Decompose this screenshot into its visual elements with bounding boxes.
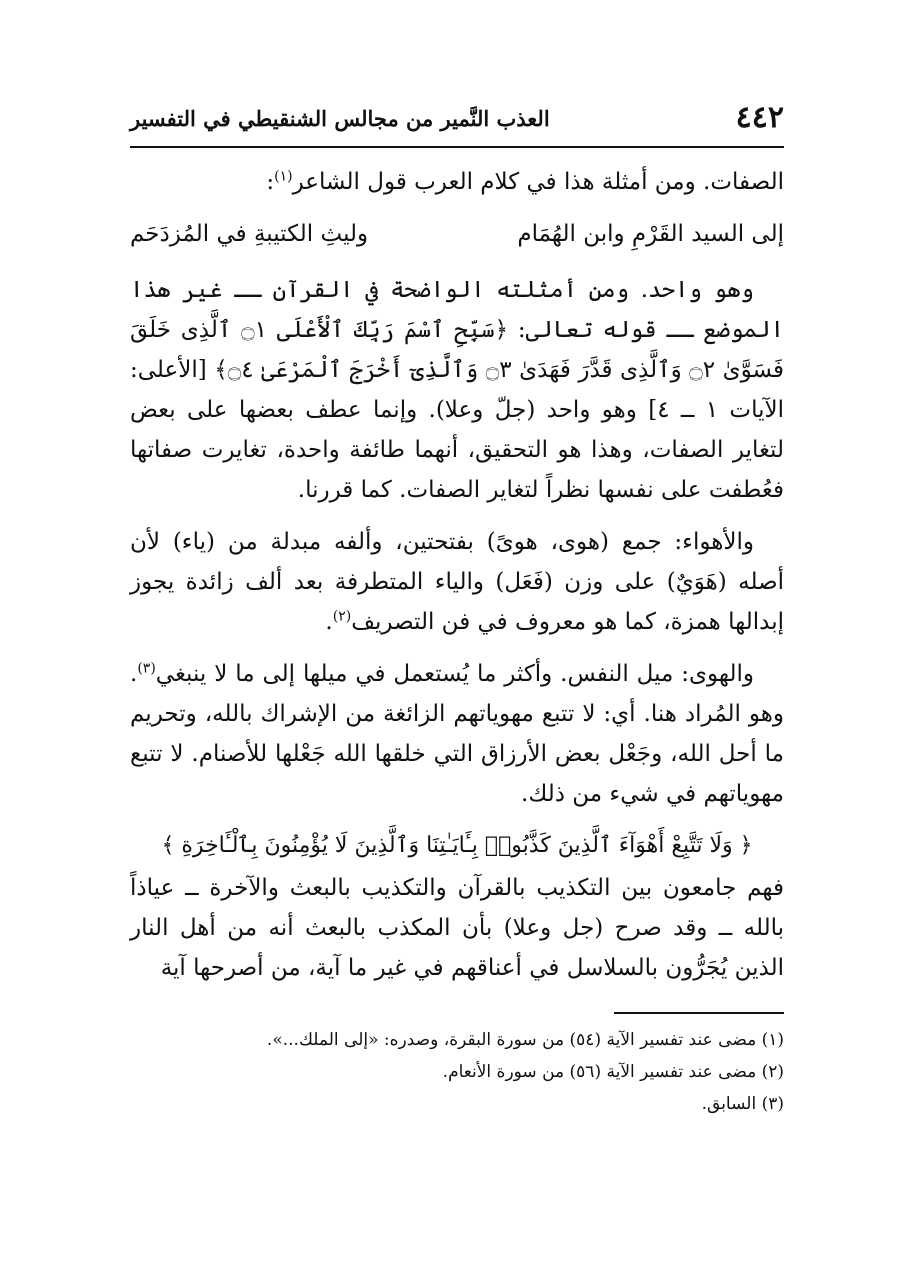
- running-header: [130, 96, 784, 148]
- footnote-divider: [614, 1012, 784, 1014]
- paragraph-4-text-b: . وهو المُراد هنا. أي: لا تتبع مهوياتهم الزائغة من الإشراك بالله، وتحريم ما أحل الله، وجَعْل بعض الأرزاق التي خلقها الله جَعْلها للأصنام. لا تتبع مهوياتهم في شيء من ذلك.: [130, 661, 784, 807]
- paragraph-2: وهو واحد. ومن أمثلته الواضحة في القرآن ــ غير هذا الموضع ــ قوله تعالى: ﴿سَبِّحِ ٱسْمَ رَبِّكَ ٱلْأَعْلَى ۝١ ٱلَّذِى خَلَقَ فَسَوَّىٰ ۝٢ وَٱلَّذِى قَدَّرَ فَهَدَىٰ ۝٣ وَٱلَّذِىٓ أَخْرَجَ ٱلْمَرْعَىٰ ۝٤﴾ [الأعلى: الآيات ١ ــ ٤] وهو واحد (جلّ وعلا). وإنما عطف بعضها على بعض لتغاير الصفات، وهذا هو التحقيق، أنهما طائفة واحدة، تغايرت صفاتها فعُطفت على نفسها نظراً لتغاير الصفات. كما قررنا.: [130, 277, 784, 503]
- footnotes: [130, 1024, 784, 1120]
- footnote-ref-2: (٢): [332, 608, 352, 625]
- quran-verse: ﴿ وَلَا تَتَّبِعْ أَهْوَآءَ ٱلَّذِينَ كَذَّبُوا۟ بِـَٔايَـٰتِنَا وَٱلَّذِينَ لَا يُؤْمِنُونَ بِٱلْـَٔاخِرَةِ ﴾: [161, 833, 753, 858]
- page-number: ٤٤٢: [735, 100, 784, 135]
- footnote-ref-1: (١): [274, 168, 293, 185]
- paragraph-4-text-a: والهوى: ميل النفس. وأكثر ما يُستعمل في ميلها إلى ما لا ينبغي: [155, 661, 754, 687]
- paragraph-1-end: :: [266, 169, 275, 195]
- paragraph-4: [130, 654, 784, 814]
- paragraph-5: فهم جامعون بين التكذيب بالقرآن والتكذيب بالبعث والآخرة ــ عياذاً بالله ــ وقد صرح (جل وعلا) بأن المكذب بالبعث أنه من أهل النار الذين يُجَرُّون بالسلاسل في أعناقهم في غير ما آية، من أصرحها آية: [130, 875, 784, 981]
- paragraph-3-text: والأهواء: جمع (هوى، هوىً) بفتحتين، وألفه مبدلة من (ياء) لأن أصله (هَوَيٌ) على وزن (فَعَل) والياء المتطرفة بعد ألف زائدة يجوز إبدالها همزة، كما هو معروف في فن التصريف: [130, 529, 784, 635]
- footnote-2: (٢) مضى عند تفسير الآية (٥٦) من سورة الأنعام.: [442, 1062, 784, 1082]
- page: [130, 96, 784, 1196]
- body-text: [130, 162, 784, 988]
- verse-second-hemistich: وليثِ الكتيبةِ في المُزدَحَم: [130, 221, 369, 247]
- footnote-3: (٣) السابق.: [701, 1094, 784, 1114]
- verse-first-hemistich: إلى السيد القَرْمِ وابن الهُمَام: [517, 221, 784, 247]
- footnote-ref-3: (٣): [137, 660, 156, 677]
- poetry-verse: [130, 214, 784, 254]
- paragraph-3-end: .: [325, 609, 333, 635]
- footnote-1: (١) مضى عند تفسير الآية (٥٤) من سورة البقرة، وصدره: «إلى الملك...».: [266, 1030, 784, 1050]
- paragraph-1-text: الصفات. ومن أمثلة هذا في كلام العرب قول الشاعر: [292, 169, 784, 195]
- paragraph-3: [130, 522, 784, 642]
- paragraph-1: [130, 162, 784, 202]
- book-title: العذب النَّمير من مجالس الشنقيطي في التفسير: [130, 106, 550, 131]
